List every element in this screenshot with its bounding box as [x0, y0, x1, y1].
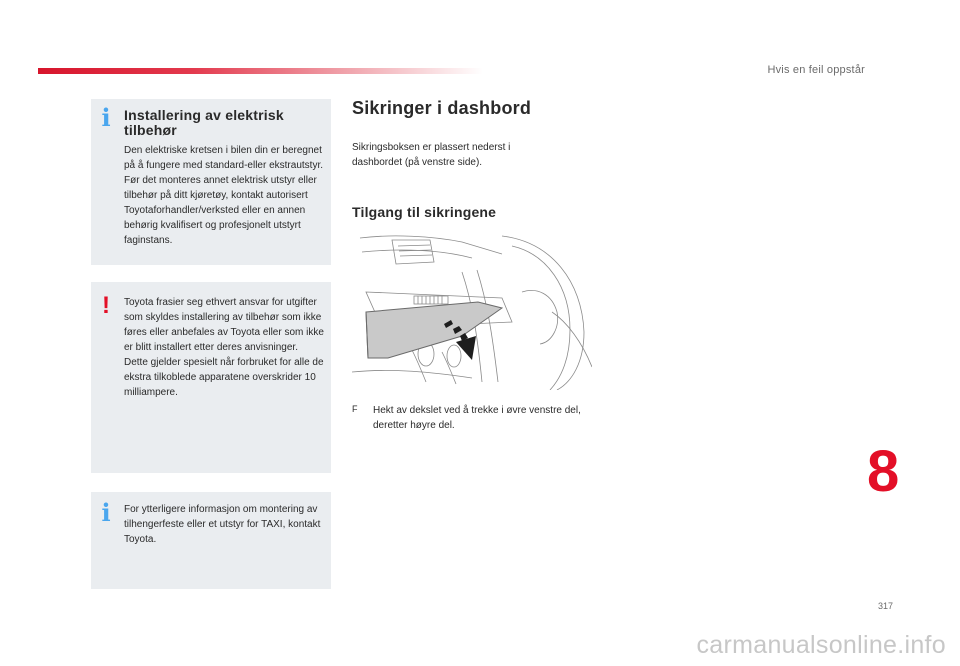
intro-paragraph: Sikringsboksen er plassert nederst i dashbordet (på venstre side). — [352, 142, 511, 168]
info-icon: i — [101, 498, 111, 527]
warning-box — [91, 282, 331, 473]
info-box-text: Den elektriske kretsen i bilen din er beregnet på å fungere med standard-eller ekstrautstyr. Før det monteres annet elektrisk utstyr eller tilbehør på ditt kjøretøy, kontakt autorisert Toyotaforhandler/verksted eller en annen behørig kvalifisert og profesjonelt utstyrt faginstans. — [124, 145, 323, 246]
info-box-towbar — [91, 492, 331, 589]
fuse-box-illustration — [352, 232, 592, 390]
info-box-heading: Installering av elektrisk tilbehør — [124, 107, 284, 138]
section-title: Hvis en feil oppstår — [767, 64, 865, 76]
header-accent-bar — [38, 68, 483, 74]
page-title: Sikringer i dashbord — [352, 98, 532, 118]
subheading: Tilgang til sikringene — [352, 204, 497, 220]
warning-box-text: Toyota frasier seg ethvert ansvar for utgifter som skyldes installering av tilbehør som ikke føres eller anbefales av Toyota eller som ikke er blitt installert etter deres anvisninger. Dette gjelder spesielt når forbruket for alle de ekstra tilkoblede apparatene overskrider 10 milliampere. — [124, 297, 324, 398]
info-box-installation — [91, 99, 331, 265]
info-box-text: For ytterligere informasjon om montering av tilhengerfeste eller et utstyr for TAXI, kontakt Toyota. — [124, 504, 321, 545]
bullet-arrow-icon: F — [352, 404, 358, 414]
chapter-number: 8 — [867, 439, 900, 504]
watermark: carmanualsonline.info — [696, 631, 946, 659]
warning-icon: ! — [102, 292, 110, 319]
instruction-text: Hekt av dekslet ved å trekke i øvre venstre del, deretter høyre del. — [373, 405, 581, 431]
page-number: 317 — [878, 601, 894, 611]
info-icon: i — [101, 103, 111, 132]
